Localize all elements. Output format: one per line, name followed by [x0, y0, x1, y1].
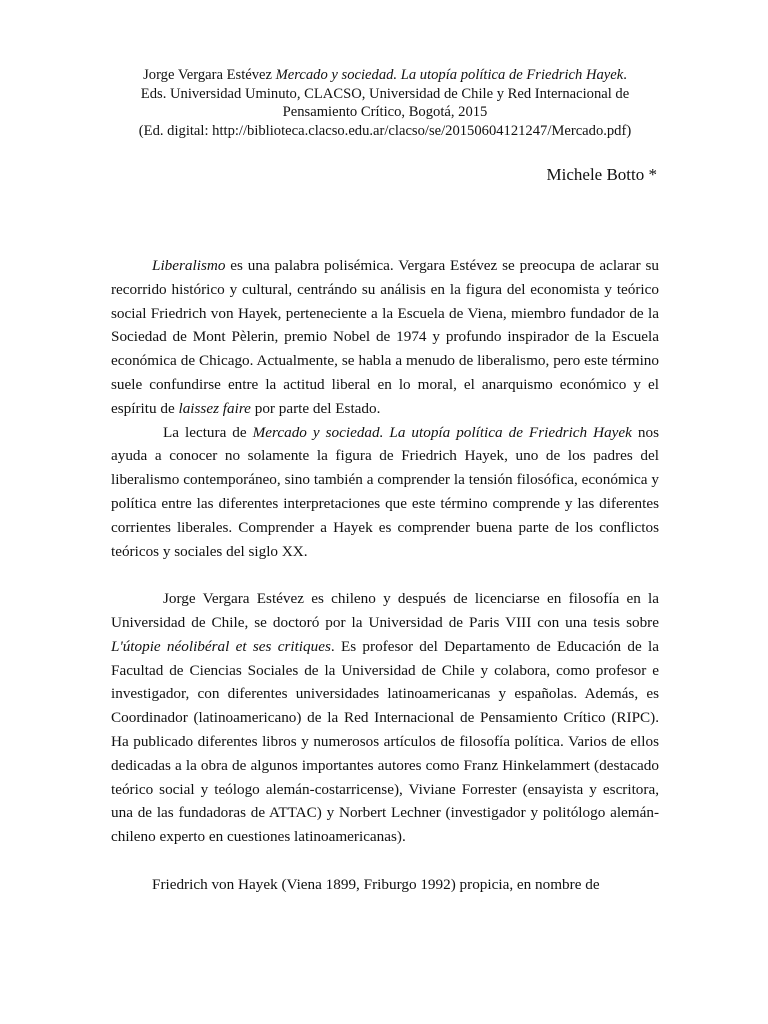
citation-period: . — [623, 67, 627, 83]
citation-line-1 — [60, 66, 710, 85]
citation-line-3: Pensamiento Crítico, Bogotá, 2015 — [282, 104, 488, 120]
paragraph-gap — [111, 563, 659, 587]
citation-author: Jorge Vergara Estévez — [143, 67, 276, 83]
paragraph-text: es una palabra polisémica. Vergara Estévez se preocupa de aclarar su recorrido histórico y cultural, centrándo su análisis en la figura del economista y teórico social Friedrich von Hayek, perteneciente a la Escuela de Viena, miembro fundador de la Sociedad de Mont Pèlerin, premio Nobel de 1974 y profundo inspirador de la Escuela económica de Chicago. Actualmente, se habla a menudo de liberalismo, pero este término suele confundirse entre la actitud liberal en lo moral, el anarquismo económico y el espíritu de — [111, 257, 659, 417]
paragraph-1 — [111, 254, 659, 421]
review-author: Michele Botto * — [546, 165, 657, 184]
italic-term: Liberalismo — [152, 257, 226, 274]
paragraph-4: Friedrich von Hayek (Viena 1899, Friburgo 1992) propicia, en nombre de — [152, 875, 600, 893]
italic-book-title: Mercado y sociedad. La utopía política de Friedrich Hayek — [252, 423, 632, 441]
paragraph-text: . Es profesor del Departamento de Educación de la Facultad de Ciencias Sociales de la Universidad de Chile y colabora, como profesor e investigador, con diferentes universidades latinoamericanas y españolas. Además, es Coordinador (latinoamericano) de la Red Internacional de Pensamiento Crítico (RIPC). Ha publicado diferentes libros y numerosos artículos de filosofía política. Varios de ellos dedicadas a la obra de algunos importantes autores como Franz Hinkelammert (destacado teórico social y teólogo alemán-costarricense), Viviane Forrester (ensayista y escritora, una de las fundadoras de ATTAC) y Norbert Lechner (investigador y politólogo alemán-chileno experto en cuestiones latinoamericanas). — [111, 637, 659, 846]
paragraph-gap — [111, 849, 659, 873]
citation-digital-edition: (Ed. digital: http://biblioteca.clacso.edu.ar/clacso/se/20150604121247/Mercado.pdf) — [138, 122, 632, 139]
paragraph-text: por parte del Estado. — [250, 399, 381, 417]
paragraph-text: Jorge Vergara Estévez es chileno y después de licenciarse en filosofía en la Universidad de Chile, se doctoró por la Universidad de Paris VIII con una tesis sobre — [111, 590, 659, 631]
paragraph-text: nos ayuda a conocer no solamente la figura de Friedrich Hayek, uno de los padres del liberalismo contemporáneo, sino también a comprender la tensión filosófica, económica y política entre las diferentes interpretaciones que este término comprende y las diferentes corrientes liberales. Comprender a Hayek es comprender buena parte de los conflictos teóricos y sociales del siglo XX. — [111, 423, 659, 560]
paragraph-2 — [111, 421, 659, 564]
citation-book-title: Mercado y sociedad. La utopía política de Friedrich Hayek — [275, 67, 624, 83]
italic-thesis-title: L'útopie néolibéral et ses critiques — [111, 637, 331, 655]
document-body — [111, 254, 659, 897]
italic-term: laissez faire — [178, 399, 251, 417]
citation-header — [60, 66, 710, 140]
paragraph-text: La lectura de — [163, 423, 253, 441]
paragraph-3 — [111, 587, 659, 849]
citation-line-2: Eds. Universidad Uminuto, CLACSO, Universidad de Chile y Red Internacional de — [140, 85, 630, 102]
